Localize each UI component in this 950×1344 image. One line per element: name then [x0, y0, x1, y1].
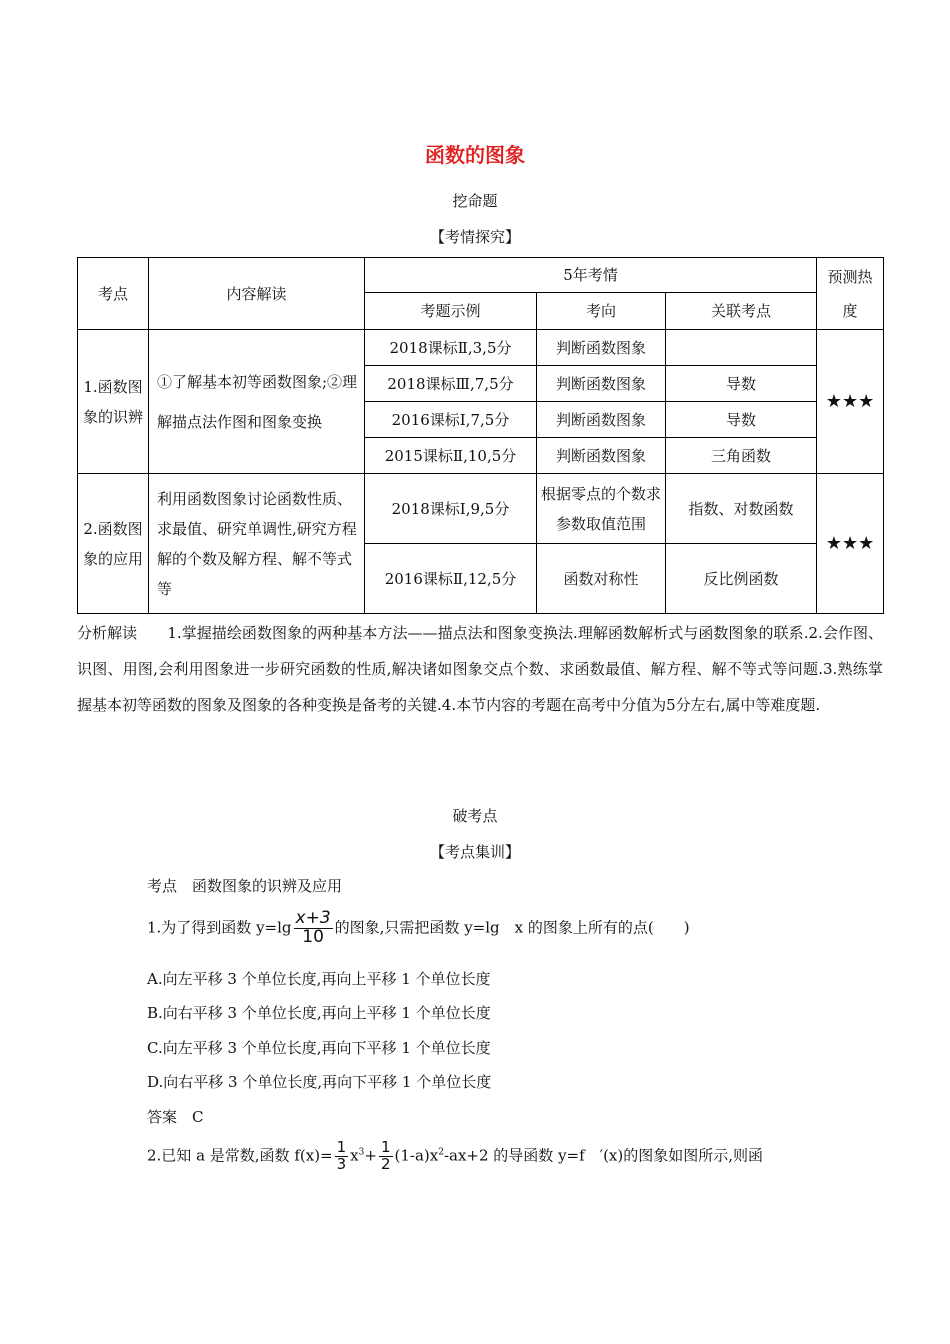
option-b: B.向右平移 3 个单位长度,再向上平移 1 个单位长度	[147, 1004, 491, 1022]
header-kaodian: 考点	[78, 258, 149, 330]
answer-line: 答案 C	[147, 1108, 204, 1126]
neirong-cell: 利用函数图象讨论函数性质、求最值、研究单调性,研究方程解的个数及解方程、解不等式等	[149, 474, 365, 614]
q2-f1-num: 1	[336, 1138, 347, 1156]
q1-frac-num: x+3	[295, 908, 331, 928]
analysis-paragraph: 分析解读 1.掌握描绘函数图象的两种基本方法——描点法和图象变换法.理解函数解析式与函数图象的联系.2.会作图、识图、用图,会利用图象进一步研究函数的性质,解决诸如图象交点个数、求函数最值、解方程、解不等式等问题.3.熟练掌握基本初等函数的图象及图象的各种变换是备考的关键.4.本节内容的考题在高考中分值为5分左右,属中等难度题.	[77, 624, 883, 714]
q2-exp-3: 3	[358, 1147, 365, 1158]
question-1-stem	[147, 910, 690, 947]
q2-suffix: -ax+2 的导函数 y=f ′(x)的图象如图所示,则函	[443, 1146, 764, 1165]
xiang-cell: 判断函数图象	[537, 366, 666, 402]
question-2-stem	[147, 1140, 763, 1173]
q2-exp-2: 2	[438, 1147, 444, 1158]
header-example: 考题示例	[365, 293, 537, 330]
kaodian-line: 考点 函数图象的识辨及应用	[147, 877, 343, 895]
header-5year: 5年考情	[365, 258, 817, 293]
example-cell: 2016课标Ⅱ,12,5分	[365, 544, 537, 614]
guanlian-cell: 导数	[666, 402, 817, 438]
section-heading-wamingti: 挖命题	[452, 192, 498, 210]
option-d: D.向右平移 3 个单位长度,再向下平移 1 个单位长度	[147, 1073, 492, 1091]
q1-suffix: 的图象,只需把函数 y=lg x 的图象上所有的点( )	[334, 918, 690, 937]
guanlian-cell: 导数	[666, 366, 817, 402]
heat-rating: ★★★	[817, 330, 884, 474]
q2-x: x	[350, 1146, 359, 1165]
guanlian-cell	[666, 330, 817, 366]
q2-f1-den: 3	[336, 1154, 347, 1173]
exam-analysis-table	[77, 257, 884, 614]
header-neirong: 内容解读	[149, 258, 365, 330]
example-cell: 2018课标Ⅱ,3,5分	[365, 330, 537, 366]
header-yuce: 预测热度	[817, 258, 884, 330]
q2-plus: +	[364, 1146, 377, 1165]
q2-fraction-1	[335, 1140, 349, 1173]
neirong-cell: ①了解基本初等函数图象;②理解描点法作图和图象变换	[149, 330, 365, 474]
subsection-heading-jixun: 【考点集训】	[429, 843, 520, 861]
section-heading-pokaodian: 破考点	[452, 807, 498, 825]
example-cell: 2015课标Ⅱ,10,5分	[365, 438, 537, 474]
xiang-cell: 判断函数图象	[537, 402, 666, 438]
q2-term: (1-a)x	[394, 1146, 439, 1165]
header-xiang: 考向	[537, 293, 666, 330]
q1-frac-den: 10	[302, 926, 324, 947]
q2-f2-num: 1	[380, 1138, 391, 1156]
q1-fraction	[294, 910, 333, 947]
q2-f2-den: 2	[380, 1154, 391, 1173]
q2-prefix: 2.已知 a 是常数,函数 f(x)=	[147, 1146, 333, 1165]
example-cell: 2018课标Ⅲ,7,5分	[365, 366, 537, 402]
xiang-cell: 根据零点的个数求参数取值范围	[537, 474, 666, 544]
guanlian-cell: 反比例函数	[666, 544, 817, 614]
xiang-cell: 函数对称性	[537, 544, 666, 614]
guanlian-cell: 三角函数	[666, 438, 817, 474]
xiang-cell: 判断函数图象	[537, 330, 666, 366]
example-cell: 2018课标Ⅰ,9,5分	[365, 474, 537, 544]
option-a: A.向左平移 3 个单位长度,再向上平移 1 个单位长度	[147, 970, 491, 988]
option-c: C.向左平移 3 个单位长度,再向下平移 1 个单位长度	[147, 1039, 491, 1057]
kaodian-cell: 1.函数图象的识辨	[78, 330, 149, 474]
xiang-cell: 判断函数图象	[537, 438, 666, 474]
subsection-heading-kaoqing: 【考情探究】	[429, 228, 520, 246]
q1-prefix: 1.为了得到函数 y=lg	[147, 918, 292, 937]
kaodian-cell: 2.函数图象的应用	[78, 474, 149, 614]
q2-fraction-2	[379, 1140, 393, 1173]
header-guanlian: 关联考点	[666, 293, 817, 330]
example-cell: 2016课标Ⅰ,7,5分	[365, 402, 537, 438]
guanlian-cell: 指数、对数函数	[666, 474, 817, 544]
page-title: 函数的图象	[425, 143, 525, 167]
heat-rating: ★★★	[817, 474, 884, 614]
